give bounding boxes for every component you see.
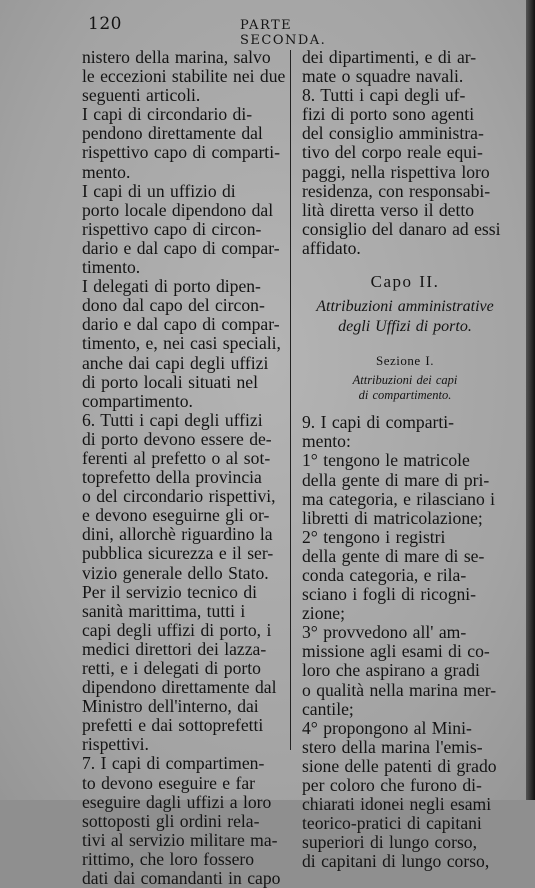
text-line: dono dal capo del circon- <box>82 295 265 316</box>
text-line: rispettivo capo di circon- <box>82 218 262 239</box>
text-line: libretti di matricolazione; <box>302 507 483 528</box>
text-line: sione delle patenti di grado <box>302 755 497 776</box>
text-line: di porto locali situati nel <box>82 371 258 392</box>
section-subtitle-1: Attribuzioni dei capi <box>352 373 458 388</box>
text-line: toprefetto della provincia <box>82 467 262 488</box>
text-line: cantile; <box>302 698 354 719</box>
text-line: dei dipartimenti, e di ar- <box>302 47 477 67</box>
text-line: mate o squadre navali. <box>302 66 464 87</box>
text-line: sciano i fogli di ricogni- <box>302 584 477 605</box>
text-line: vizio generale dello Stato. <box>82 562 269 583</box>
text-line: retti, e i delegati di porto <box>82 658 261 678</box>
text-line: seguenti articoli. <box>82 85 201 106</box>
text-line: sottoposti gli ordini rela- <box>82 810 260 831</box>
column-divider <box>290 50 291 750</box>
text-line: residenza, con responsabi- <box>302 180 491 201</box>
text-line: 9. I capi di comparti- <box>302 412 455 433</box>
text-line: o qualità nella marina mer- <box>302 679 497 700</box>
text-line: chiarati idonei negli esami <box>302 794 492 815</box>
text-line: prefetti e dai sottoprefetti <box>82 715 264 736</box>
text-line: porto locale dipendono dal <box>82 199 274 220</box>
text-line: 1° tengono le matricole <box>302 450 470 471</box>
text-line: del consiglio amministra- <box>302 123 484 144</box>
text-line: pendono direttamente dal <box>82 123 263 144</box>
text-line: rispettivi. <box>82 734 149 755</box>
text-line: di capitani di lungo corso, <box>302 851 490 872</box>
text-line: 7. I capi di compartimen- <box>82 753 265 774</box>
text-line: eseguire dagli uffizi a loro <box>82 791 272 812</box>
text-line: ma categoria, e rilasciano i <box>302 488 496 509</box>
text-line: tivo del corpo reale equi- <box>302 142 483 163</box>
chapter-subtitle-2: degli Uffizi di porto. <box>338 318 472 336</box>
text-line: affidato. <box>302 237 361 258</box>
text-line: loro che aspirano a gradi <box>302 660 480 681</box>
text-line: 8. Tutti i capi degli uf- <box>302 85 466 106</box>
text-line: I capi di circondario di- <box>82 104 253 125</box>
text-line: rittimo, che loro fossero <box>82 848 255 869</box>
text-line: teorico-pratici di capitani <box>302 813 482 834</box>
section-subtitle-2: di compartimento. <box>358 388 452 403</box>
text-line: e devono eseguirne gli or- <box>82 505 270 526</box>
text-line: o del circondario rispettivi, <box>82 486 276 507</box>
text-line: I capi di un uffizio di <box>82 180 236 201</box>
text-line: compartimento. <box>82 390 193 411</box>
text-line: conda categoria, e rila- <box>302 564 467 585</box>
text-line: to devono eseguire e far <box>82 772 256 793</box>
text-line: 2° tengono i registri <box>302 526 446 547</box>
page-edge-shadow <box>526 0 535 800</box>
chapter-title: Capo II. <box>370 272 440 292</box>
text-line: missione agli esami di co- <box>302 641 490 662</box>
text-line: Per il servizio tecnico di <box>82 581 257 602</box>
left-column <box>82 47 286 888</box>
text-line: pubblica sicurezza e il ser- <box>82 543 274 564</box>
text-line: di porto devono essere de- <box>82 428 272 449</box>
text-line: nistero della marina, salvo <box>82 47 271 67</box>
section-title: Sezione I. <box>376 353 434 369</box>
text-line: fizi di porto sono agenti <box>302 104 475 125</box>
page-number: 120 <box>88 14 122 34</box>
text-line: sanità marittima, tutti i <box>82 600 246 621</box>
text-line: dini, allorchè riguardino la <box>82 524 273 545</box>
text-line: dario e dal capo di compar- <box>82 237 280 258</box>
text-line: 4° propongono al Mini- <box>302 717 472 738</box>
text-line: I delegati di porto dipen- <box>82 276 261 297</box>
text-line: dipendono direttamente dal <box>82 677 277 698</box>
text-line: superiori di lungo corso, <box>302 832 478 853</box>
text-line: tivi al servizio militare ma- <box>82 829 278 850</box>
text-line: capi degli uffizi di porto, i <box>82 619 272 640</box>
text-line: anche dai capi degli uffizi <box>82 352 269 373</box>
chapter-subtitle-1: Attribuzioni amministrative <box>316 298 494 316</box>
text-line: ferenti al prefetto o al sot- <box>82 447 271 468</box>
right-column-bottom-text <box>302 413 508 871</box>
text-line: 3° provvedono all' am- <box>302 622 467 643</box>
text-line: della gente di mare di se- <box>302 545 485 566</box>
text-line: le eccezioni stabilite nei due <box>82 66 286 87</box>
text-line: zione; <box>302 603 345 624</box>
text-line: medici direttori dei lazza- <box>82 638 267 659</box>
text-line: paggi, nella rispettiva loro <box>302 161 490 182</box>
text-line: mento: <box>302 431 351 452</box>
text-line: consiglio del danaro ad essi <box>302 218 501 239</box>
text-line: rispettivo capo di comparti- <box>82 142 280 163</box>
text-line: dario e dal capo di compar- <box>82 314 280 335</box>
text-line: lità diretta verso il detto <box>302 199 475 220</box>
text-line: mento. <box>82 161 131 182</box>
running-head: PARTE SECONDA. <box>240 18 327 48</box>
text-line: per coloro che furono di- <box>302 775 482 795</box>
page-header <box>88 14 358 48</box>
text-line: timento. <box>82 257 141 278</box>
text-line: Ministro dell'interno, dai <box>82 696 259 717</box>
text-line: della gente di mare di pri- <box>302 469 490 490</box>
text-line: 6. Tutti i capi degli uffizi <box>82 409 263 430</box>
text-line: dati dai comandanti in capo <box>82 868 281 888</box>
right-column <box>302 48 508 871</box>
text-line: stero della marina l'emis- <box>302 736 483 757</box>
text-line: timento, e, nei casi speciali, <box>82 333 281 354</box>
right-column-top-text <box>302 48 508 258</box>
